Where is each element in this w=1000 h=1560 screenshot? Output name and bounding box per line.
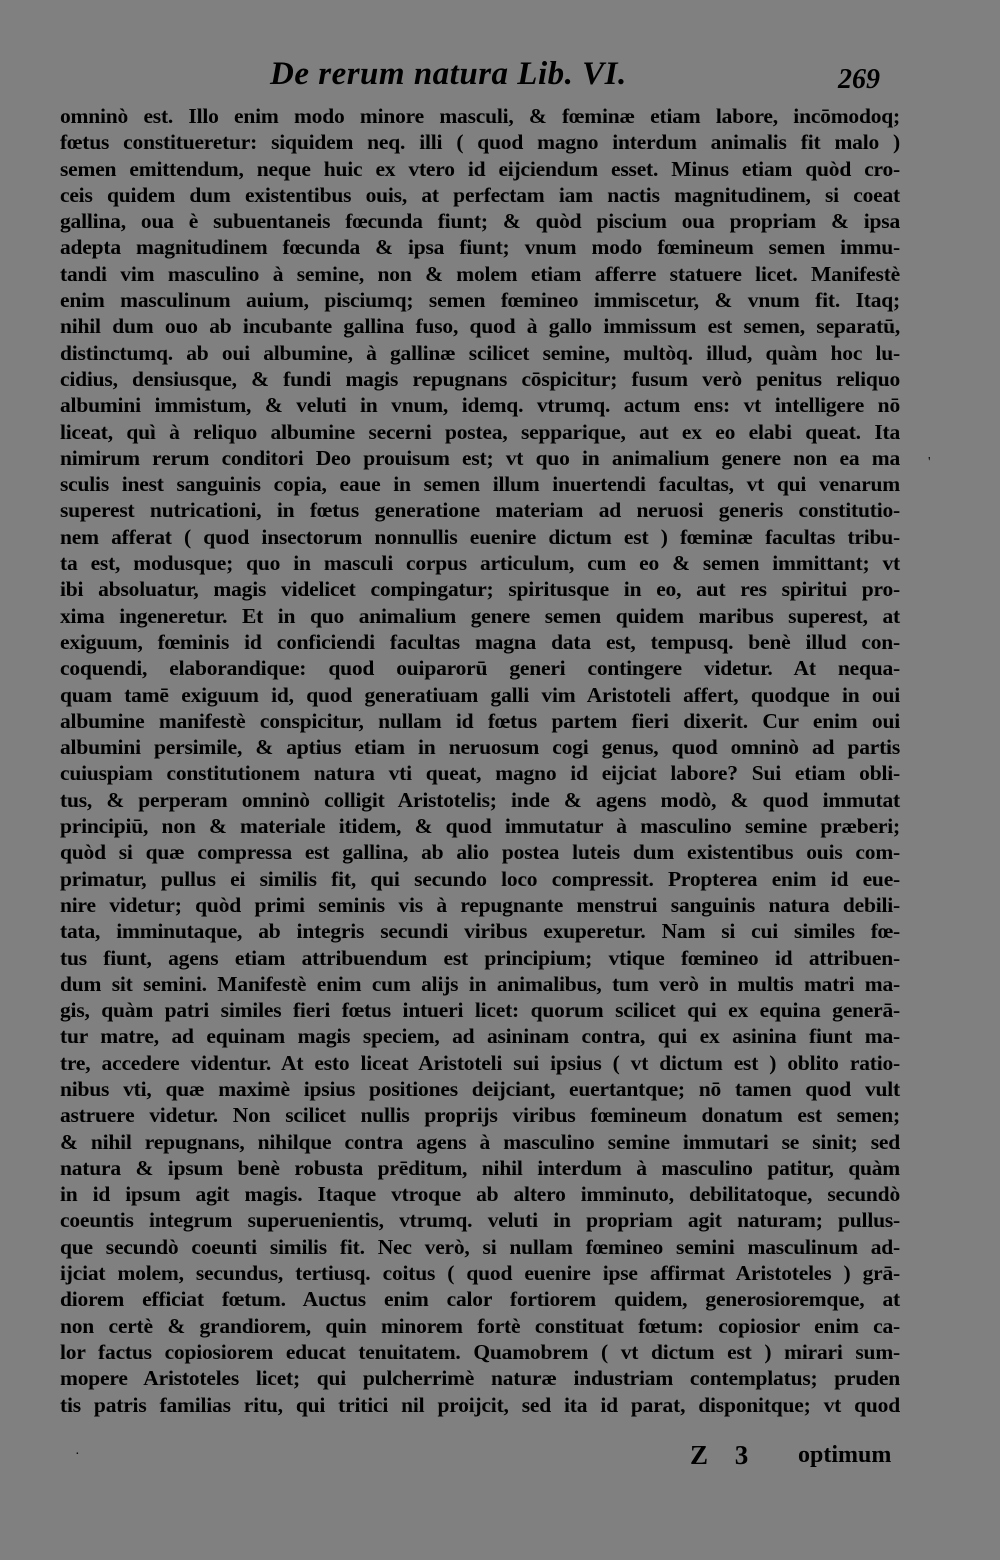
- text-line: lor factus copiosiorem educat tenuitatem. Quamobrem ( vt dictum est ) mirari sum-: [60, 1339, 900, 1364]
- text-line: nem afferat ( quod insectorum nonnullis euenire dictum est ) fœminæ facultas tribu-: [60, 524, 900, 549]
- text-line: coquendi, elaborandique: quod ouiparorū generi contingere videtur. At nequa-: [60, 656, 900, 681]
- page-footer: [0, 1440, 1000, 1480]
- text-line: tis patris familias ritu, qui tritici nil proijcit, sed ita id parat, disponitque; vt quod: [60, 1392, 900, 1417]
- running-title: De rerum natura Lib. VI.: [270, 56, 627, 92]
- text-line: albumine manifestè conspicitur, nullam id fœtus partem fieri dixerit. Cur enim oui: [60, 708, 900, 733]
- text-line: gallina, oua è subuentaneis fœcunda fiunt; & quòd piscium oua propriam & ipsa: [60, 209, 900, 234]
- text-line: coeuntis integrum superuenientis, vtrumq. veluti in propriam agit naturam; pullus-: [60, 1208, 900, 1233]
- page-header: [0, 56, 1000, 100]
- signature-mark: Z 3: [690, 1440, 759, 1470]
- margin-speck: ': [928, 455, 931, 470]
- text-line: non certè & grandiorem, quin minorem fortè constituat fœtum: copiosior enim ca-: [60, 1313, 900, 1338]
- text-line: dum sit semini. Manifestè enim cum alijs in animalibus, tum verò in multis matri ma-: [60, 971, 900, 996]
- text-line: liceat, quì à reliquo albumine secerni postea, sepparique, aut ex eo elabi queat. Ita: [60, 419, 900, 444]
- text-line: nimirum rerum conditori Deo prouisum est; vt quo in animalium genere non ea ma: [60, 445, 900, 470]
- text-line: distinctumq. ab oui albumine, à gallinæ scilicet semine, multòq. illud, quàm hoc lu-: [60, 340, 900, 365]
- text-line: exiguum, fœminis id conficiendi facultas magna data est, tempusq. benè illud con-: [60, 629, 900, 654]
- text-line: nibus vti, quæ maximè ipsius positiones deijciant, euertantque; nō tamen quod vult: [60, 1076, 900, 1101]
- text-line: tus fiunt, agens etiam attribuendum est principium; vtique fœmineo id attribuen-: [60, 945, 900, 970]
- text-line: xima ingeneretur. Et in quo animalium genere semen quidem maribus superest, at: [60, 603, 900, 628]
- text-line: tandi vim masculino à semine, non & molem etiam afferre statuere licet. Manifestè: [60, 261, 900, 286]
- catchword: optimum: [798, 1442, 892, 1468]
- text-line: astruere videtur. Non scilicet nullis proprijs viribus fœmineum donatum est semen;: [60, 1103, 900, 1128]
- text-line: albumini persimile, & aptius etiam in neruosum cogi genus, quod omninò ad partis: [60, 735, 900, 760]
- text-line: ijciat molem, secundus, tertiusq. coitus ( quod euenire ipse affirmat Aristoteles ) grā-: [60, 1261, 900, 1286]
- text-line: adepta magnitudinem fœcunda & ipsa fiunt; vnum modo fœmineum semen immu-: [60, 235, 900, 260]
- text-line: enim masculinum auium, pisciumq; semen fœmineo immiscetur, & vnum fit. Itaq;: [60, 288, 900, 313]
- text-line: tata, imminutaque, ab integris secundi viribus exuperetur. Nam si cui similes fœ-: [60, 919, 900, 944]
- text-line: fœtus constitueretur: siquidem neq. illi ( quod magno interdum animalis fit malo ): [60, 130, 900, 155]
- text-line: sculis inest sanguinis copia, eaue in semen illum inuertendi facultas, vt qui venarum: [60, 472, 900, 497]
- text-line: omninò est. Illo enim modo minore masculi, & fœminæ etiam labore, incōmodoq;: [60, 104, 900, 128]
- margin-speck: ·: [75, 1447, 80, 1462]
- text-line: ceis quidem dum existentibus ouis, at perfectam iam nactis magnitudinem, si coeat: [60, 182, 900, 207]
- text-line: cidius, densiusque, & fundi magis repugnans cōspicitur; fusum verò penitus reliquo: [60, 366, 900, 391]
- text-line: in id ipsum agit magis. Itaque vtroque ab altero imminuto, debilitatoque, secundò: [60, 1182, 900, 1207]
- body-text: [60, 103, 900, 1418]
- text-line: ibi absoluatur, magis videlicet compingatur; spiritusque in eo, aut res spiritui pro-: [60, 577, 900, 602]
- text-line: diorem efficiat fœtum. Auctus enim calor fortiorem quidem, generosioremque, at: [60, 1287, 900, 1312]
- text-line: que secundò coeunti similis fit. Nec verò, si nullam fœmineo semini masculinum ad-: [60, 1234, 900, 1259]
- text-line: cuiuspiam constitutionem natura vti queat, magno id eijciat labore? Sui etiam obli-: [60, 761, 900, 786]
- text-line: natura & ipsum benè robusta prēditum, nihil interdum à masculino patitur, quàm: [60, 1155, 900, 1180]
- text-line: mopere Aristoteles licet; qui pulcherrimè naturæ industriam contemplatus; pruden: [60, 1366, 900, 1391]
- text-line: nire videtur; quòd primi seminis vis à repugnante menstrui sanguinis natura debili-: [60, 892, 900, 917]
- text-line: tre, accedere videntur. At esto liceat Aristoteli sui ipsius ( vt dictum est ) oblito ratio-: [60, 1050, 900, 1075]
- text-line: albumini immistum, & veluti in vnum, idemq. vtrumq. actum ens: vt intelligere nō: [60, 393, 900, 418]
- text-line: semen emittendum, neque huic ex vtero id eijciendum esset. Minus etiam quòd cro-: [60, 156, 900, 181]
- text-line: superest nutricationi, in fœtus generatione materiam ad neruosi generis constitutio-: [60, 498, 900, 523]
- text-line: & nihil repugnans, nihilque contra agens à masculino semine immutari se sinit; sed: [60, 1129, 900, 1154]
- text-line: primatur, pullus ei similis fit, qui secundo loco compressit. Propterea enim id eue-: [60, 866, 900, 891]
- text-line: quam tamē exiguum id, quod generatiuam galli vim Aristoteli affert, quodque in oui: [60, 682, 900, 707]
- text-line: nihil dum ouo ab incubante gallina fuso, quod à gallo immissum est semen, separatū,: [60, 314, 900, 339]
- text-line: quòd si quæ compressa est gallina, ab alio postea luteis dum existentibus ouis com-: [60, 840, 900, 865]
- page-number: 269: [838, 64, 880, 95]
- text-line: tus, & perperam omninò colligit Aristotelis; inde & agens modò, & quod immutat: [60, 787, 900, 812]
- text-line: principiū, non & materiale itidem, & quod immutatur à masculino semine præberi;: [60, 814, 900, 839]
- text-line: gis, quàm patri similes fieri fœtus intueri licet: quorum scilicet qui ex equina generā-: [60, 998, 900, 1023]
- text-line: tur matre, ad equinam magis speciem, ad asininam contra, qui ex asinina fiunt ma-: [60, 1024, 900, 1049]
- text-line: ta est, modusque; quo in masculi corpus articulum, cum eo & semen immittant; vt: [60, 551, 900, 576]
